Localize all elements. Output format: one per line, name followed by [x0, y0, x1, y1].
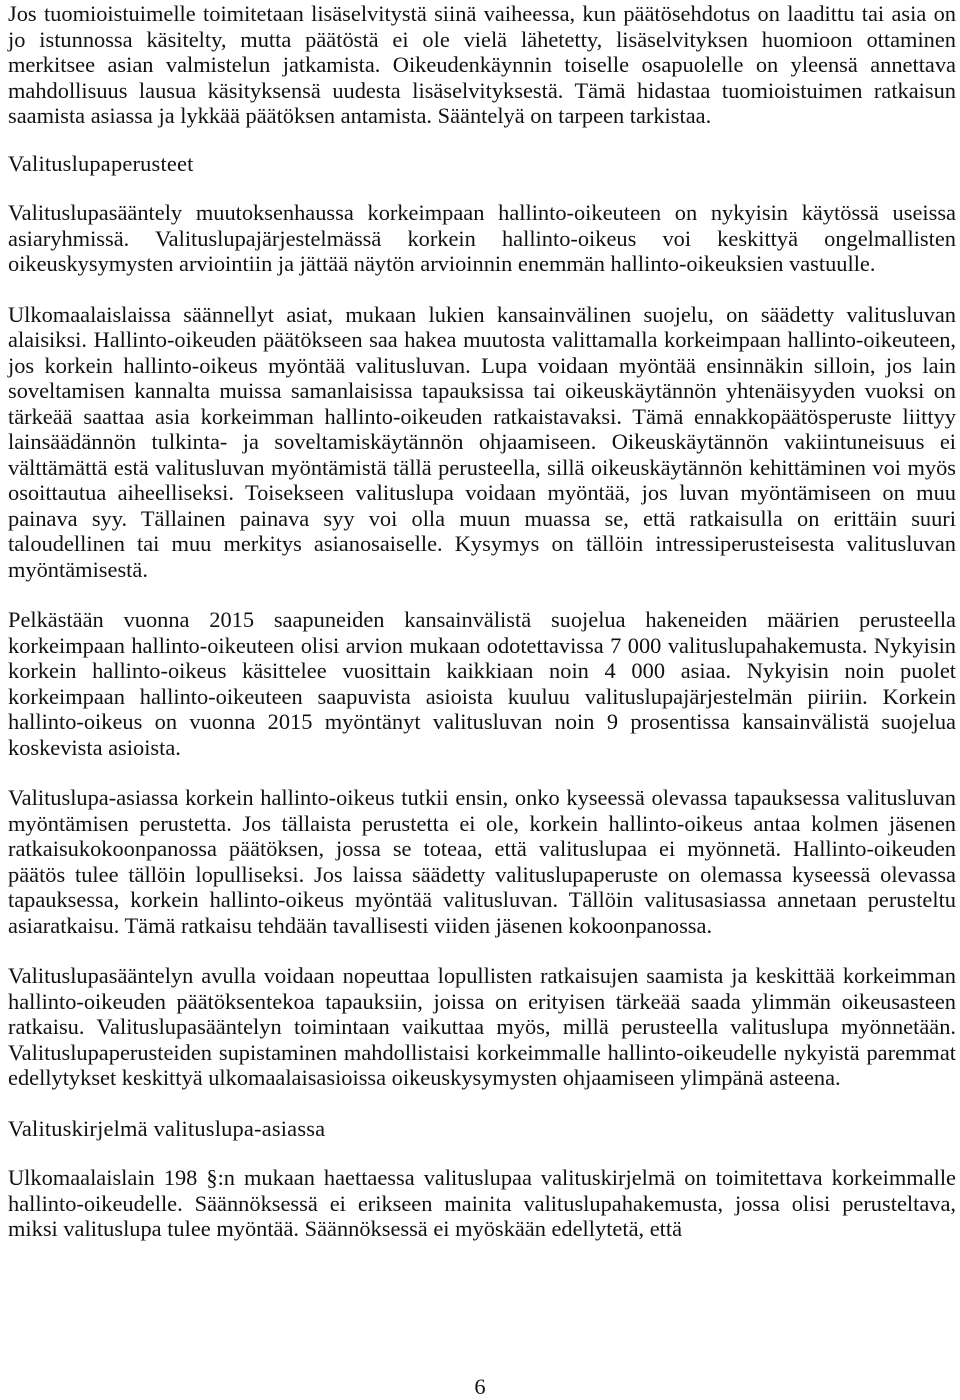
heading-appeal-permit-grounds: Valituslupaperusteet: [8, 150, 194, 176]
paragraph-appeal-permit-procedure: Valituslupa-asiassa korkein hallinto-oikeus tutkii ensin, onko kyseessä olevassa tapauksessa valitusluvan myöntämisen perustetta. Jos tällaista perustetta ei ole, korkein hallinto-oikeus antaa kolmen jäsenen ratkaisukokoonpanossa päätöksen, jossa se toteaa, että valituslupaa ei myönnetä. Hallinto-oikeuden päätös tulee tällöin lopulliseksi. Jos laissa säädetty valituslupaperuste on olemassa kyseessä olevassa tapauksessa, korkein hallinto-oikeus myöntää valitusluvan. Tällöin valitusasiassa annetaan perusteltu asiaratkaisu. Tämä ratkaisu tehdään tavallisesti viiden jäsenen kokoonpanossa.: [8, 785, 956, 938]
paragraph-section-198: Ulkomaalaislain 198 §:n mukaan haettaessa valituslupaa valituskirjelmä on toimitettava korkeimmalle hallinto-oikeudelle. Säännöksessä ei erikseen mainita valituslupahakemusta, jossa olisi perusteltava, miksi valituslupa tulee myöntää. Säännöksessä ei myöskään edellytetä, että: [8, 1165, 956, 1241]
paragraph-appeal-permit-benefits: Valituslupasääntelyn avulla voidaan nopeuttaa lopullisten ratkaisujen saamista ja keskittää korkeimman hallinto-oikeuden päätöksentekoa tapauksiin, joissa on erityisen tärkeää saada ylimmän oikeusasteen ratkaisu. Valituslupasääntelyn toimintaan vaikuttaa myös, millä perusteella valituslupa myönnetään. Valituslupaperusteiden supistaminen mahdollistaisi korkeimmalle hallinto-oikeudelle nykyistä paremmat edellytykset keskittyä ulkomaalaisasioissa oikeuskysymysten ohjaamiseen ylimpänä asteena.: [8, 963, 956, 1090]
paragraph-aliens-act-matters: Ulkomaalaislaissa säännellyt asiat, mukaan lukien kansainvälinen suojelu, on säädetty valitusluvan alaisiksi. Hallinto-oikeuden päätökseen saa hakea muutosta valittamalla korkeimpaan hallinto-oikeuteen, jos korkein hallinto-oikeus myöntää valitusluvan. Lupa voidaan myöntää ensinnäkin silloin, jos lain soveltamisen kannalta muissa samanlaisissa tapauksissa tai oikeuskäytännön yhtenäisyyden vuoksi on tärkeää saattaa asia korkeimman hallinto-oikeuden ratkaistavaksi. Tämä ennakkopäätösperuste liittyy lainsäädännön tulkinta- ja soveltamiskäytännön ohjaamiseen. Oikeuskäytännön vakiintuneisuus ei välttämättä estä valitusluvan myöntämistä tällä perusteella, sillä oikeuskäytännön kehittäminen voi myös osoittautua aiheelliseksi. Toisekseen valituslupa voidaan myöntää, jos luvan myöntämiseen on muu painava syy. Tällainen painava syy voi olla muun muassa se, että ratkaisulla on erittäin suuri taloudellinen tai muu merkitys asianosaiselle. Kysymys on tällöin intressiperusteisesta valitusluvan myöntämisestä.: [8, 301, 956, 582]
page-number: 6: [474, 1374, 486, 1399]
paragraph-2015-statistics: Pelkästään vuonna 2015 saapuneiden kansainvälistä suojelua hakeneiden määrien perusteella korkeimpaan hallinto-oikeuteen olisi arvion mukaan odotettavissa 7 000 valituslupahakemusta. Nykyisin korkein hallinto-oikeus käsittelee vuosittain kaikkiaan noin 4 000 asiaa. Nykyisin noin puolet korkeimpaan hallinto-oikeuteen saapuvista asioista kuuluu valituslupajärjestelmän piiriin. Korkein hallinto-oikeus on vuonna 2015 myöntänyt valitusluvan noin 9 prosentissa kansainvälistä suojelua koskevista asioista.: [8, 607, 956, 760]
document-page: [8, 1, 956, 1242]
paragraph-supplementary-evidence: Jos tuomioistuimelle toimitetaan lisäselvitystä siinä vaiheessa, kun päätösehdotus on laadittu tai asia on jo istunnossa käsitelty, mutta päätöstä ei ole vielä lähetetty, lisäselvityksen huomioon ottaminen merkitsee asian valmistelun jatkamista. Oikeudenkäynnin toiselle osapuolelle on yleensä annettava mahdollisuus lausua käsityksensä uudesta lisäselvityksestä. Tämä hidastaa tuomioistuimen ratkaisun saamista asiassa ja lykkää päätöksen antamista. Sääntelyä on tarpeen tarkistaa.: [8, 1, 956, 128]
paragraph-appeal-permit-regulation: Valituslupasääntely muutoksenhaussa korkeimpaan hallinto-oikeuteen on nykyisin käytössä useissa asiaryhmissä. Valituslupajärjestelmässä korkein hallinto-oikeus voi keskittyä ongelmallisten oikeuskysymysten arviointiin ja jättää näytön arvioinnin enemmän hallinto-oikeuksien vastuulle.: [8, 200, 956, 276]
heading-appeal-letter: Valituskirjelmä valituslupa-asiassa: [8, 1115, 326, 1141]
